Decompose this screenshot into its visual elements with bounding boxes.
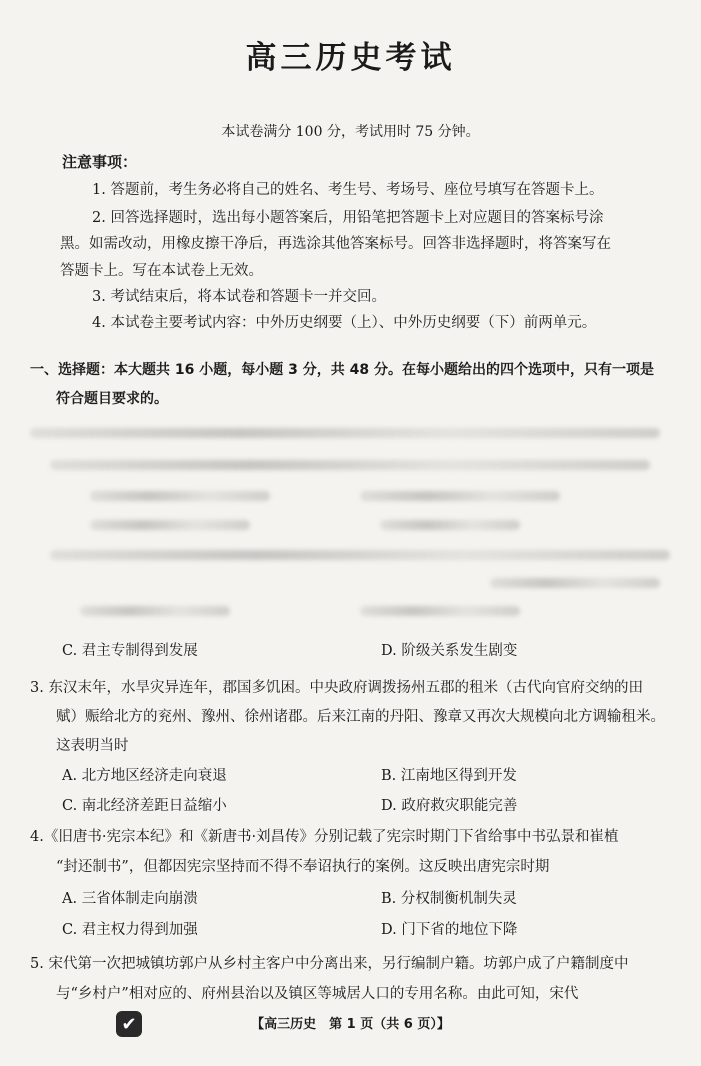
exam-info: 本试卷满分 100 分，考试用时 75 分钟。: [221, 124, 480, 140]
q3-stem: 3. 东汉末年，水旱灾异连年，郡国多饥困。中央政府调拨扬州五郡的租米（古代向官府交纳的田: [30, 680, 643, 696]
notice-line: 4. 本试卷主要考试内容：中外历史纲要（上）、中外历史纲要（下）前两单元。: [92, 315, 597, 331]
q3-option-b: B. 江南地区得到开发: [381, 768, 517, 784]
notice-line: 3. 考试结束后，将本试卷和答题卡一并交回。: [92, 289, 386, 305]
notice-line: 2. 回答选择题时，选出每小题答案后，用铅笔把答题卡上对应题目的答案标号涂: [92, 210, 604, 226]
q3-stem: 这表明当时: [56, 738, 129, 754]
notice-line: 1. 答题前，考生务必将自己的姓名、考生号、考场号、座位号填写在答题卡上。: [92, 182, 604, 198]
q3-stem: 赋）赈给北方的兖州、豫州、徐州诸郡。后来江南的丹阳、豫章又再次大规模向北方调输租米。: [56, 709, 665, 725]
check-badge-icon: ✔: [116, 1011, 142, 1037]
section-heading: 一、选择题：本大题共 16 小题，每小题 3 分，共 48 分。在每小题给出的四个选项中，只有一项是: [30, 362, 654, 378]
notice-line: 黑。如需改动，用橡皮擦干净后，再选涂其他答案标号。回答非选择题时，将答案写在: [60, 236, 611, 252]
notice-line: 答题卡上。写在本试卷上无效。: [60, 263, 263, 279]
page-title: 高三历史考试: [245, 40, 456, 76]
notice-heading: 注意事项：: [62, 153, 138, 171]
q4-option-a: A. 三省体制走向崩溃: [62, 891, 198, 907]
q4-stem: 4.《旧唐书·宪宗本纪》和《新唐书·刘昌传》分别记载了宪宗时期门下省给事中书弘景和崔植: [30, 829, 619, 845]
section-heading-cont: 符合题目要求的。: [56, 391, 168, 407]
q3-option-d: D. 政府救灾职能完善: [381, 798, 518, 814]
q3-option-a: A. 北方地区经济走向衰退: [62, 768, 227, 784]
illegible-region: [30, 418, 670, 628]
page-footer: 【高三历史 第 1 页（共 6 页）】: [251, 1017, 450, 1032]
q2-option-c: C. 君主专制得到发展: [62, 643, 198, 659]
q5-stem: 5. 宋代第一次把城镇坊郭户从乡村主客户中分离出来，另行编制户籍。坊郭户成了户籍制度中: [30, 956, 629, 972]
q4-option-c: C. 君主权力得到加强: [62, 922, 198, 938]
q4-option-b: B. 分权制衡机制失灵: [381, 891, 517, 907]
q4-option-d: D. 门下省的地位下降: [381, 922, 518, 938]
q5-stem: 与“乡村户”相对应的、府州县治以及镇区等城居人口的专用名称。由此可知，宋代: [56, 986, 579, 1002]
q3-option-c: C. 南北经济差距日益缩小: [62, 798, 227, 814]
q4-stem: “封还制书”，但都因宪宗坚持而不得不奉诏执行的案例。这反映出唐宪宗时期: [56, 859, 550, 875]
q2-option-d: D. 阶级关系发生剧变: [381, 643, 518, 659]
